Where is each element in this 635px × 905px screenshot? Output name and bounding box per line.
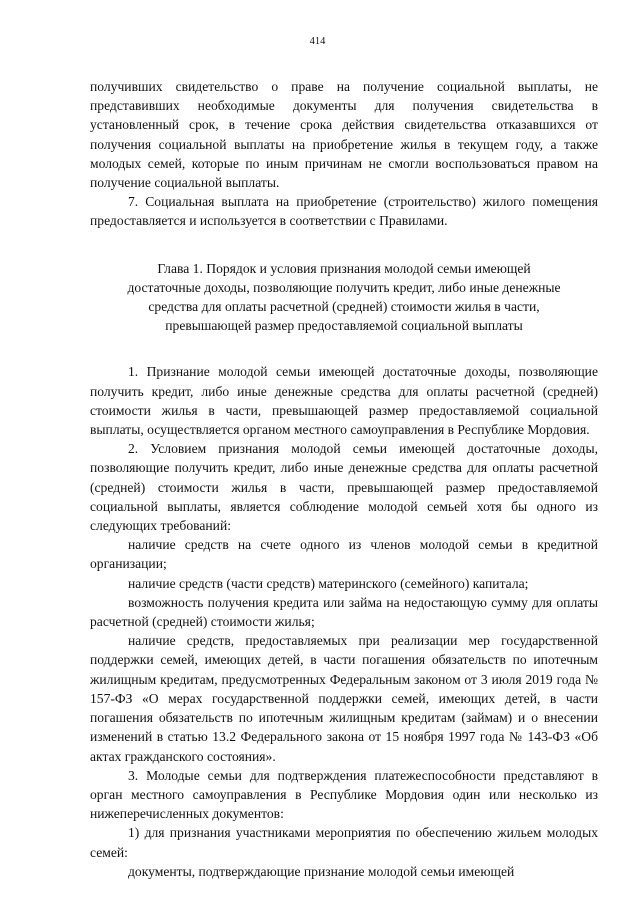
paragraph-1: 1. Признание молодой семьи имеющей достаточные доходы, позволяющие получить кредит, либо иные денежные средства для оплаты расчетной (средней) стоимости жилья в части, превышающей размер предоставляемой социальной выплаты, осуществляется органом местного самоуправления в Республике Мордовия. [90,364,598,438]
paragraph-3-item-1: 1) для признания участниками мероприятия по обеспечению жильем молодых семей: [90,825,598,860]
paragraph-2: 2. Условием признания молодой семьи имеющей достаточные доходы, позволяющие получить кредит, либо иные денежные средства для оплаты расчетной (средней) стоимости жилья в части, превышающей размер предоставляемой социальной выплаты, является соблюдение молодой семьей хотя бы одного из следующих требований: [90,441,598,534]
paragraph-2-item-credit: возможность получения кредита или займа на недостающую сумму для оплаты расчетной (средней) стоимости жилья; [90,594,598,630]
paragraph-2-item-state-support: наличие средств, предоставляемых при реализации мер государственной поддержки семей, имеющих детей, в части погашения обязательств по ипотечным жилищным кредитам, предусмотренных Федеральным законом от 3 июля 2019 года № 157-ФЗ «О мерах государственной поддержки семей, имеющих детей, в части погашения обязательств по ипотечным жилищным кредитам (займам) и о внесении изменений в статью 13.2 Федерального закона от 15 ноября 1997 года № 143-ФЗ «Об актах гражданского состояния». [90,633,598,764]
chapter-heading-line: средства для оплаты расчетной (средней) стоимости жилья в части, [148,299,540,315]
paragraph-2-item-maternity-capital: наличие средств (части средств) материнского (семейного) капитала; [128,575,529,591]
paragraph-7: 7. Социальная выплата на приобретение (строительство) жилого помещения предоставляется и используется в соответствии с Правилами. [90,194,598,229]
chapter-heading-line: превышающей размер предоставляемой социальной выплаты [165,318,523,334]
paragraph-2-item-account: наличие средств на счете одного из членов молодой семьи в кредитной организации; [90,537,598,572]
chapter-heading-line: достаточные доходы, позволяющие получить кредит, либо иные денежные [127,279,561,295]
document-body [90,77,598,881]
paragraph-3-item-1-documents: документы, подтверждающие признание молодой семьи имеющей [128,863,515,879]
page-number: 414 [309,36,326,47]
paragraph-3: 3. Молодые семьи для подтверждения платежеспособности представляют в орган местного самоуправления в Республике Мордовия один или несколько из нижеперечисленных документов: [90,767,598,822]
chapter-heading [90,259,598,336]
paragraph-continued: получивших свидетельство о праве на получение социальной выплаты, не представивших необходимые документы для получения свидетельства в установленный срок, в течение срока действия свидетельства отказавшихся от получения социальной выплаты на приобретение жилья в текущем году, а также молодых семей, которые по иным причинам не смогли воспользоваться правом на получение социальной выплаты. [90,79,598,191]
chapter-heading-line: Глава 1. Порядок и условия признания молодой семьи имеющей [157,260,531,276]
